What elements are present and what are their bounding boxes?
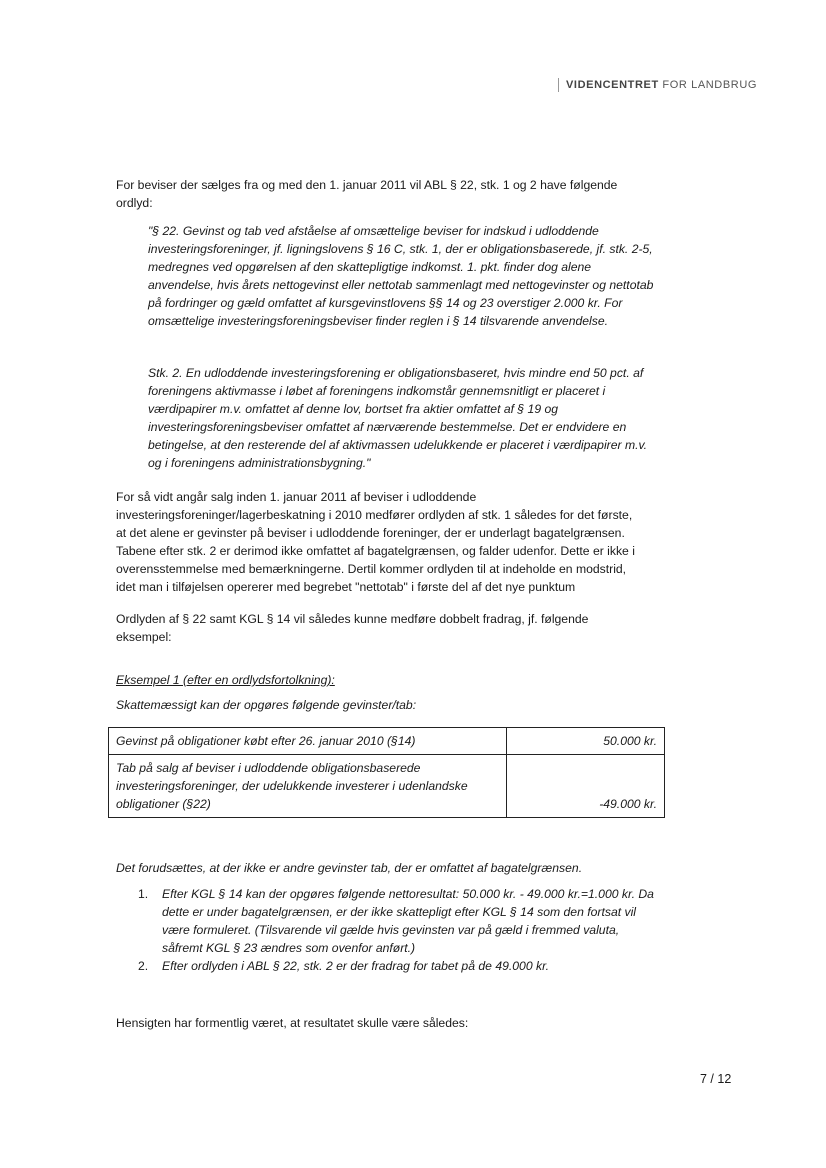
table-cell-description: Tab på salg af beviser i udloddende obligationsbaserede investeringsforeninger, der udelukkende investerer i udenlandske obligationer (§22) [109,755,507,818]
table-row [109,728,665,755]
assumption-paragraph: Det forudsættes, at der ikke er andre gevinster tab, der er omfattet af bagatelgrænsen. [116,861,583,875]
example-table [108,727,665,818]
organization-header [558,78,757,92]
org-name-bold: VIDENCENTRET [566,79,659,91]
quote-paragraph-1: "§ 22. Gevinst og tab ved afståelse af omsættelige beviser for indskud i udloddende investeringsforeninger, jf. ligningslovens § 16 C, stk. 1, der er obligationsbaserede, jf. stk. 2-5, medregnes ved opgørelsen af den skattepligtige indkomst. 1. pkt. finder dog alene anvendelse, hvis årets nettogevinst eller nettotab sammenlagt med nettogevinster og nettotab på fordringer og gæld omfattet af kursgevinstlovens §§ 14 og 23 overstiger 2.000 kr. For omsættelige investeringsforeningsbeviser finder reglen i § 14 tilsvarende anvendelse. [148,224,654,328]
list-item-number: 1. [138,887,149,901]
list-item [138,885,658,957]
closing-paragraph: Hensigten har formentlig været, at resultatet skulle være således: [116,1016,469,1030]
example-intro-paragraph: Ordlyden af § 22 samt KGL § 14 vil således kunne medføre dobbelt fradrag, jf. følgende eksempel: [116,612,589,644]
list-item-number: 2. [138,959,149,973]
example-title: Eksempel 1 (efter en ordlydsfortolkning): [116,673,335,687]
table-row [109,755,665,818]
quote-paragraph-2: Stk. 2. En udloddende investeringsforening er obligationsbaseret, hvis mindre end 50 pct. af foreningens aktivmasse i løbet af foreningens indkomstår gennemsnitligt er placeret i værdipapirer m.v. omfattet af denne lov, bortset fra aktier omfattet af § 19 og investeringsforeningsbeviser omfattet af nærværende bestemmelse. Det er endvidere en betingelse, at den resterende del af aktivmassen udelukkende er placeret i værdipapirer m.v. og i foreningens administrationsbygning." [148,366,648,470]
org-name-rest: FOR LANDBRUG [658,79,758,91]
page-number: 7 / 12 [700,1072,732,1086]
table-cell-amount: 50.000 kr. [507,728,665,755]
intro-paragraph: For beviser der sælges fra og med den 1. januar 2011 vil ABL § 22, stk. 1 og 2 have følgende ordlyd: [116,178,618,210]
analysis-paragraph: For så vidt angår salg inden 1. januar 2011 af beviser i udloddende investeringsforeninger/lagerbeskatning i 2010 medfører ordlyden af stk. 1 således for det første, at det alene er gevinster på beviser i udloddende foreninger, der er underlagt bagatelgrænsen. Tabene efter stk. 2 er derimod ikke omfattet af bagatelgrænsen, og falder udenfor. Dette er ikke i overensstemmelse med bemærkningerne. Dertil kommer ordlyden til at indeholde en modstrid, idet man i tilføjelsen opererer med begrebet "nettotab" i første del af det nye punktum [116,490,635,594]
list-item-text: Efter ordlyden i ABL § 22, stk. 2 er der fradrag for tabet på de 49.000 kr. [162,959,550,973]
example-subtitle: Skattemæssigt kan der opgøres følgende gevinster/tab: [116,698,417,712]
list-item [138,957,658,975]
table-cell-description: Gevinst på obligationer købt efter 26. januar 2010 (§14) [109,728,507,755]
table-cell-amount: -49.000 kr. [507,755,665,818]
list-item-text: Efter KGL § 14 kan der opgøres følgende nettoresultat: 50.000 kr. - 49.000 kr.=1.000 kr. Da dette er under bagatelgrænsen, er der ikke skattepligt efter KGL § 14 som den fortsat vil være formuleret. (Tilsvarende vil gælde hvis gevinsten var på gæld i fremmed valuta, såfremt KGL § 23 ændres som ovenfor anført.) [162,887,654,955]
